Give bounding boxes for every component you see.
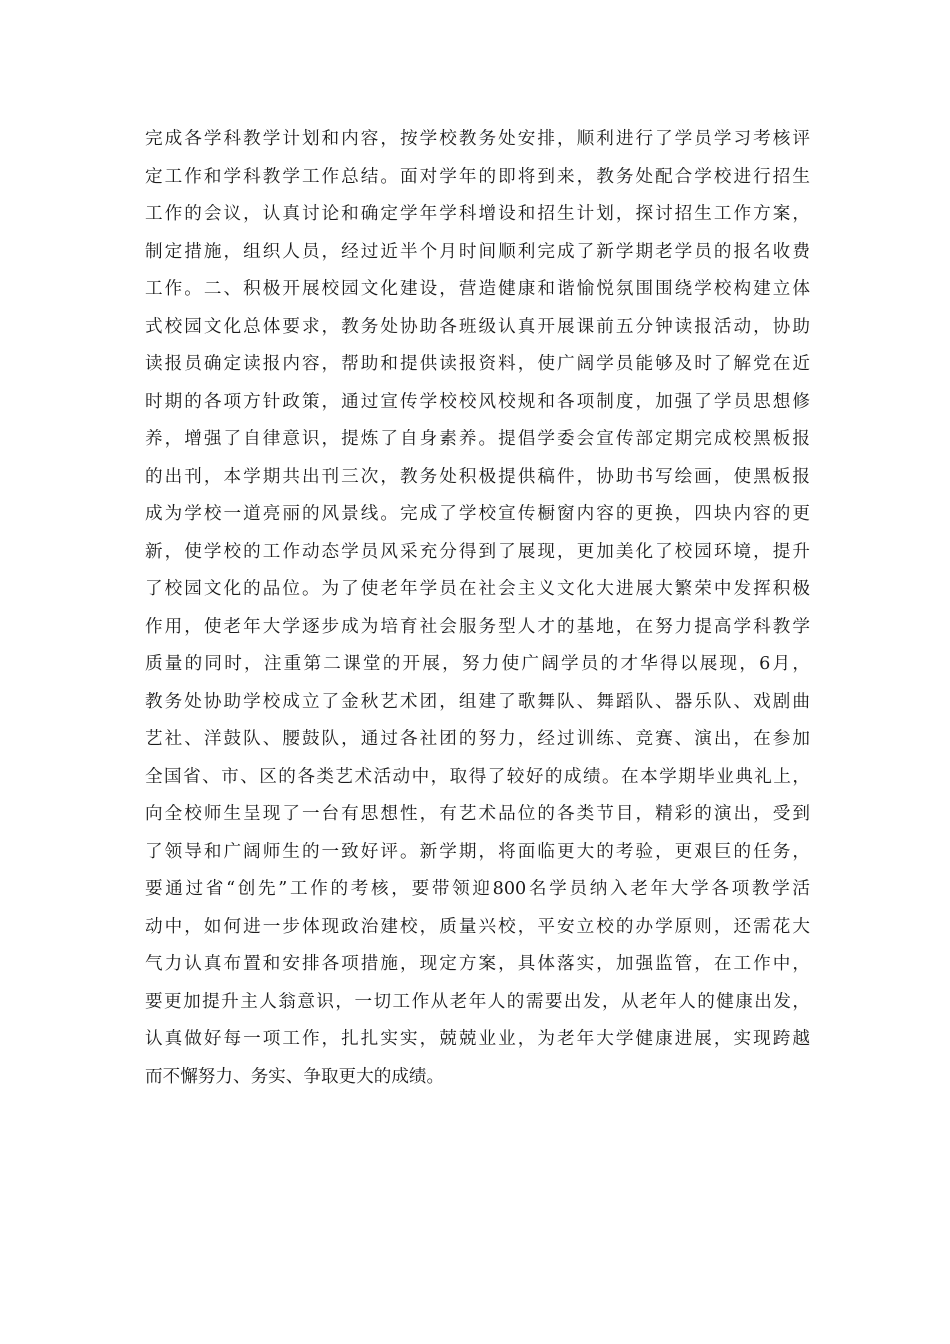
text-line: 养，增强了自律意识，提炼了自身素养。提倡学委会宣传部定期完成校黑板报 <box>145 429 810 449</box>
text-line: 制定措施，组织人员，经过近半个月时间顺利完成了新学期老学员的报名收费 <box>145 241 810 262</box>
text-line: 艺社、洋鼓队、腰鼓队，通过各社团的努力，经过训练、竞赛、演出，在参加 <box>145 729 810 749</box>
text-line: 动中，如何进一步体现政治建校，质量兴校，平安立校的办学原则，还需花大 <box>145 916 810 937</box>
text-line: 了领导和广阔师生的一致好评。新学期，将面临更大的考验，更艰巨的任务， <box>145 841 810 862</box>
text-line: 而不懈努力、务实、争取更大的成绩。 <box>145 1066 445 1087</box>
text-line: 向全校师生呈现了一台有思想性，有艺术品位的各类节目，精彩的演出，受到 <box>145 804 810 824</box>
text-line: 完成各学科教学计划和内容，按学校教务处安排，顺利进行了学员学习考核评 <box>145 129 810 149</box>
text-line: 时期的各项方针政策，通过宣传学校校风校规和各项制度，加强了学员思想修 <box>145 391 810 412</box>
text-line: 新，使学校的工作动态学员风采充分得到了展现，更加美化了校园环境，提升 <box>145 541 810 562</box>
text-line: 质量的同时，注重第二课堂的开展，努力使广阔学员的才华得以展现，6月， <box>145 654 810 674</box>
text-line: 认真做好每一项工作，扎扎实实，兢兢业业，为老年大学健康进展，实现跨越 <box>145 1029 810 1049</box>
body-paragraph <box>145 121 810 1096</box>
text-line: 式校园文化总体要求，教务处协助各班级认真开展课前五分钟读报活动，协助 <box>145 316 810 337</box>
text-line: 要更加提升主人翁意识，一切工作从老年人的需要出发，从老年人的健康出发， <box>145 991 810 1012</box>
text-line: 作用，使老年大学逐步成为培育社会服务型人才的基地，在努力提高学科教学 <box>145 616 810 637</box>
text-line: 成为学校一道亮丽的风景线。完成了学校宣传橱窗内容的更换，四块内容的更 <box>145 504 810 524</box>
text-line: 定工作和学科教学工作总结。面对学年的即将到来，教务处配合学校进行招生 <box>145 166 810 187</box>
text-line: 工作的会议，认真讨论和确定学年学科增设和招生计划，探讨招生工作方案， <box>145 204 810 224</box>
text-line: 教务处协助学校成立了金秋艺术团，组建了歌舞队、舞蹈队、器乐队、戏剧曲 <box>145 691 810 712</box>
text-line: 读报员确定读报内容，帮助和提供读报资料，使广阔学员能够及时了解党在近 <box>145 354 810 374</box>
text-line: 气力认真布置和安排各项措施，现定方案，具体落实，加强监管，在工作中， <box>145 954 810 974</box>
text-line: 的出刊，本学期共出刊三次，教务处积极提供稿件，协助书写绘画，使黑板报 <box>145 466 810 487</box>
text-line: 要通过省“创先”工作的考核，要带领迎800名学员纳入老年大学各项教学活 <box>145 879 810 899</box>
text-line: 了校园文化的品位。为了使老年学员在社会主义文化大进展大繁荣中发挥积极 <box>145 579 810 599</box>
text-line: 全国省、市、区的各类艺术活动中，取得了较好的成绩。在本学期毕业典礼上， <box>145 766 810 787</box>
text-line: 工作。二、积极开展校园文化建设，营造健康和谐愉悦氛围围绕学校构建立体 <box>145 279 810 299</box>
